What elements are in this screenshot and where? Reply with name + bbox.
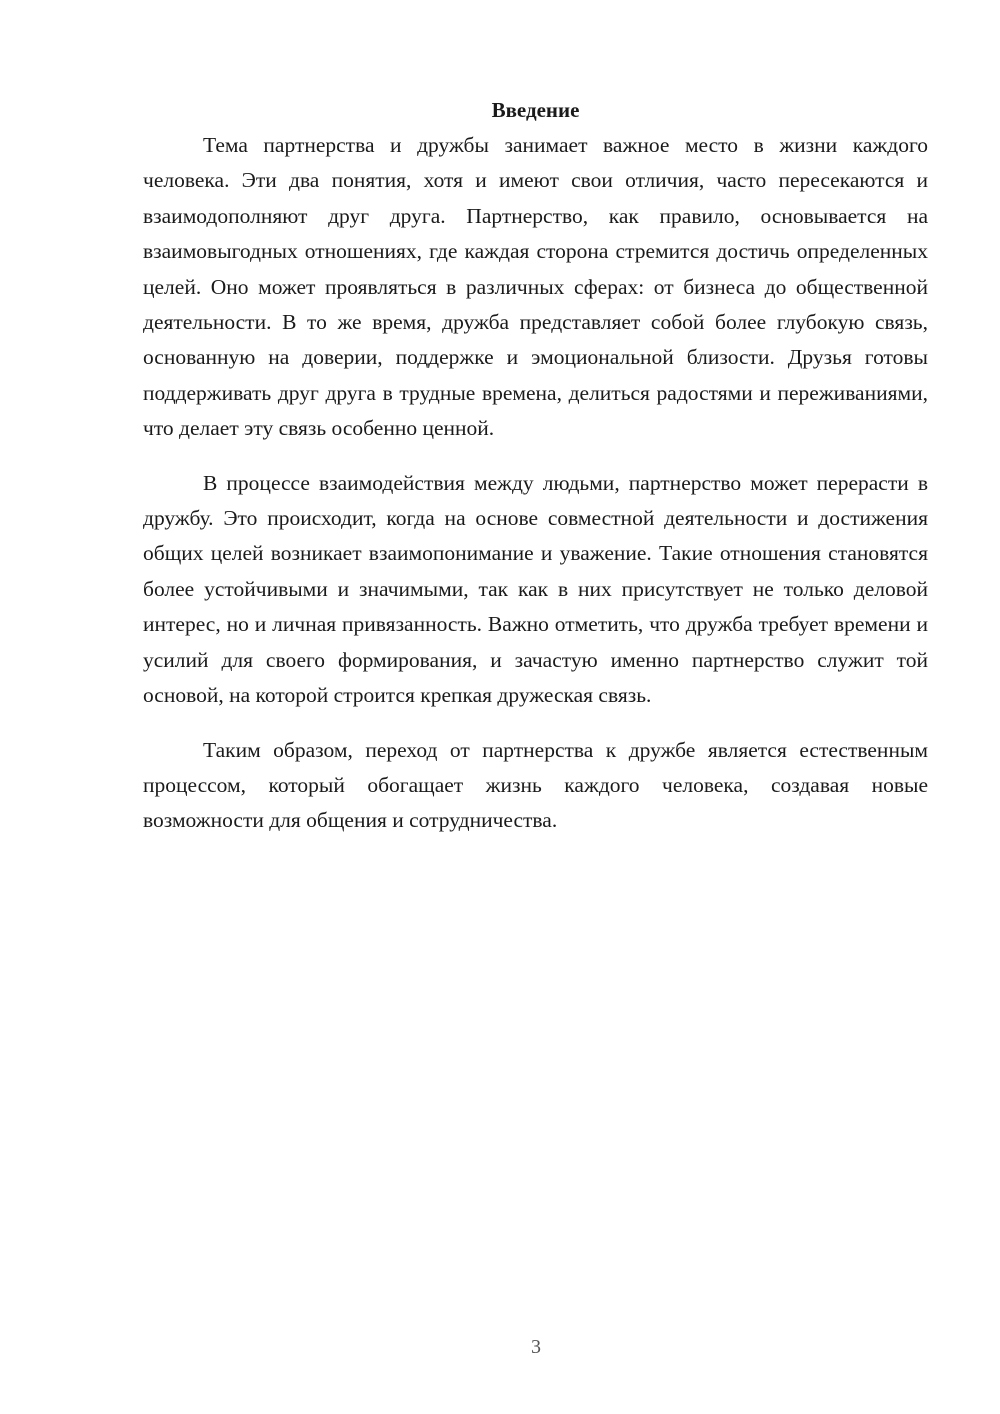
section-heading: Введение [491,98,580,122]
page-number: 3 [531,1336,541,1358]
paragraph-2: В процессе взаимодействия между людьми, партнерство может перерасти в дружбу. Это происходит, когда на основе совместной деятельности и достижения общих целей возникает взаимопонимание и уважение. Такие отношения становятся более устойчивыми и значимыми, так как в них присутствует не только деловой интерес, но и личная привязанность. Важно отметить, что дружба требует времени и усилий для своего формирования, и зачастую именно партнерство служит той основой, на которой строится крепкая дружеская связь. [143,470,928,708]
paragraph-1: Тема партнерства и дружбы занимает важное место в жизни каждого человека. Эти два понятия, хотя и имеют свои отличия, часто пересекаются и взаимодополняют друг друга. Партнерство, как правило, основывается на взаимовыгодных отношениях, где каждая сторона стремится достичь определенных целей. Оно может проявляться в различных сферах: от бизнеса до общественной деятельности. В то же время, дружба представляет собой более глубокую связь, основанную на доверии, поддержке и эмоциональной близости. Друзья готовы поддерживать друг друга в трудные времена, делиться радостями и переживаниями, что делает эту связь особенно ценной. [143,133,928,441]
paragraph-3: Таким образом, переход от партнерства к дружбе является естественным процессом, который обогащает жизнь каждого человека, создавая новые возможности для общения и сотрудничества. [143,737,928,833]
page-body [143,94,928,839]
